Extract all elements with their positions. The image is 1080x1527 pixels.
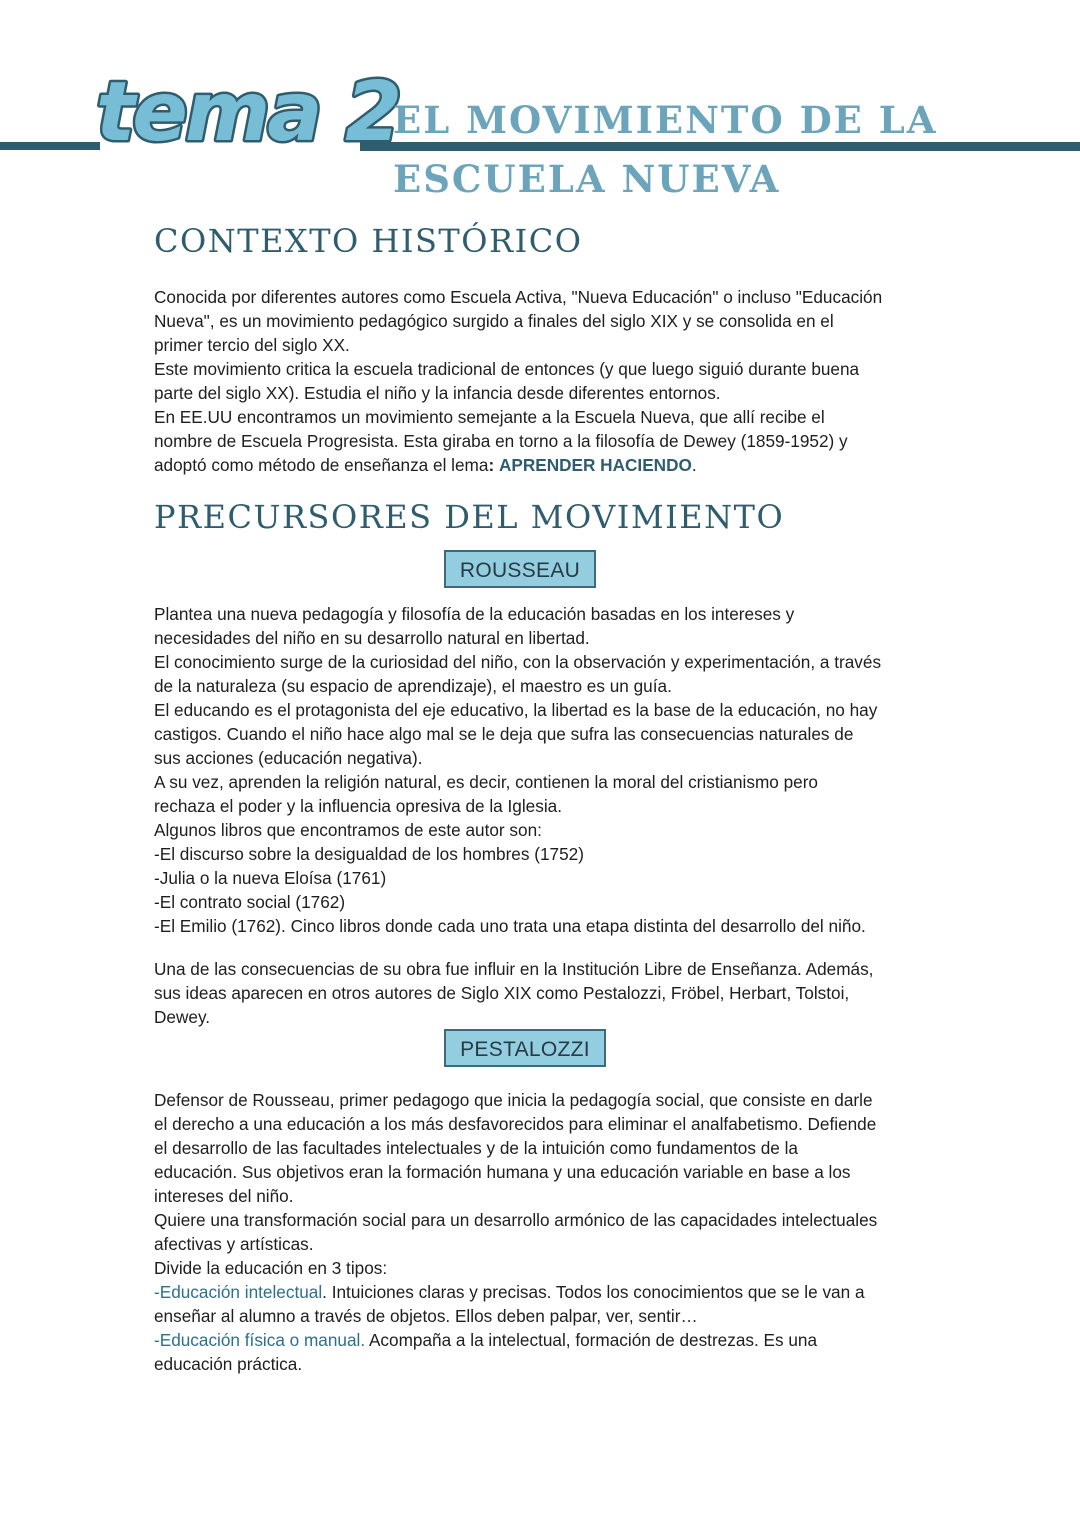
- motto: APRENDER HACIENDO: [498, 455, 692, 475]
- text-line: El conocimiento surge de la curiosidad del niño, con la observación y experimentación, a través: [154, 652, 882, 672]
- motto-end: .: [691, 455, 697, 475]
- pestalozzi-text: [154, 1088, 944, 1376]
- text-line: Conocida por diferentes autores como Escuela Activa, "Nueva Educación" o incluso "Educación: [154, 287, 883, 307]
- header-rule-left: [0, 142, 100, 150]
- book-item: -Julia o la nueva Eloísa (1761): [154, 868, 387, 888]
- text-line: de la naturaleza (su espacio de aprendizaje), el maestro es un guía.: [154, 676, 672, 696]
- text-line: primer tercio del siglo XX.: [154, 335, 350, 355]
- text-line: castigos. Cuando el niño hace algo mal se le deja que sufra las consecuencias naturales de: [154, 724, 854, 744]
- book-item: -El contrato social (1762): [154, 892, 346, 912]
- text-line: Plantea una nueva pedagogía y filosofía de la educación basadas en los intereses y: [154, 604, 795, 624]
- text-line: Divide la educación en 3 tipos:: [154, 1258, 388, 1278]
- text-line: El educando es el protagonista del eje educativo, la libertad es la base de la educación, no hay: [154, 700, 878, 720]
- text-line: el derecho a una educación a los más desfavorecidos para eliminar el analfabetismo. Defiende: [154, 1114, 877, 1134]
- text-line: intereses del niño.: [154, 1186, 294, 1206]
- type-text: Acompaña a la intelectual, formación de destrezas. Es una: [365, 1330, 818, 1350]
- text-line: Dewey.: [154, 1007, 211, 1027]
- text-line: Quiere una transformación social para un desarrollo armónico de las capacidades intelectuales: [154, 1210, 878, 1230]
- rousseau-text: [154, 602, 944, 938]
- rousseau-label-box: ROUSSEAU: [444, 550, 596, 588]
- tema-logo: [92, 62, 400, 162]
- education-type-fisica: [154, 1328, 944, 1352]
- pestalozzi-label-box: PESTALOZZI: [444, 1029, 606, 1067]
- logo-text: tema 2: [96, 65, 400, 160]
- type-label: -Educación intelectual: [154, 1282, 323, 1302]
- book-item: -El Emilio (1762). Cinco libros donde cada uno trata una etapa distinta del desarrollo del niño.: [154, 916, 866, 936]
- type-text: . Intuiciones claras y precisas. Todos los conocimientos que se le van a: [322, 1282, 865, 1302]
- section-heading-contexto: CONTEXTO HISTÓRICO: [154, 222, 583, 260]
- book-item: -El discurso sobre la desigualdad de los hombres (1752): [154, 844, 584, 864]
- text-line: A su vez, aprenden la religión natural, es decir, contienen la moral del cristianismo pero: [154, 772, 818, 792]
- education-type-intelectual: [154, 1280, 944, 1304]
- motto-prefix: adoptó como método de enseñanza el lema: [154, 455, 489, 475]
- text-line: parte del siglo XX). Estudia el niño y la infancia desde diferentes entornos.: [154, 383, 721, 403]
- header-rule-right: [360, 142, 1080, 151]
- text-line: Una de las consecuencias de su obra fue influir en la Institución Libre de Enseñanza. Además,: [154, 959, 874, 979]
- text-line: Este movimiento critica la escuela tradicional de entonces (y que luego siguió durante buena: [154, 359, 860, 379]
- rousseau-influence-text: [154, 957, 944, 1029]
- contexto-text: [154, 285, 944, 477]
- title-line-2: ESCUELA NUEVA: [393, 157, 781, 201]
- text-line: sus ideas aparecen en otros autores de Siglo XIX como Pestalozzi, Fröbel, Herbart, Tolstoi,: [154, 983, 850, 1003]
- text-line: nombre de Escuela Progresista. Esta giraba en torno a la filosofía de Dewey (1859-1952) y: [154, 431, 848, 451]
- title-line-1: EL MOVIMIENTO DE LA: [393, 98, 938, 142]
- text-line: educación práctica.: [154, 1354, 303, 1374]
- text-line: Nueva", es un movimiento pedagógico surgido a finales del siglo XIX y se consolida en el: [154, 311, 834, 331]
- text-line: Defensor de Rousseau, primer pedagogo que inicia la pedagogía social, que consiste en darle: [154, 1090, 873, 1110]
- text-line: afectivas y artísticas.: [154, 1234, 314, 1254]
- text-line: rechaza el poder y la influencia opresiva de la Iglesia.: [154, 796, 562, 816]
- text-line: el desarrollo de las facultades intelectuales y de la intuición como fundamentos de la: [154, 1138, 798, 1158]
- type-label: -Educación física o manual.: [154, 1330, 366, 1350]
- text-line: En EE.UU encontramos un movimiento semejante a la Escuela Nueva, que allí recibe el: [154, 407, 825, 427]
- text-line: sus acciones (educación negativa).: [154, 748, 423, 768]
- text-line-motto: [154, 453, 944, 477]
- text-line: educación. Sus objetivos eran la formación humana y una educación variable en base a los: [154, 1162, 851, 1182]
- text-line: Algunos libros que encontramos de este autor son:: [154, 820, 542, 840]
- text-line: necesidades del niño en su desarrollo natural en libertad.: [154, 628, 590, 648]
- text-line: enseñar al alumno a través de objetos. Ellos deben palpar, ver, sentir…: [154, 1306, 698, 1326]
- motto-colon: :: [488, 455, 495, 475]
- section-heading-precursores: PRECURSORES DEL MOVIMIENTO: [154, 498, 785, 536]
